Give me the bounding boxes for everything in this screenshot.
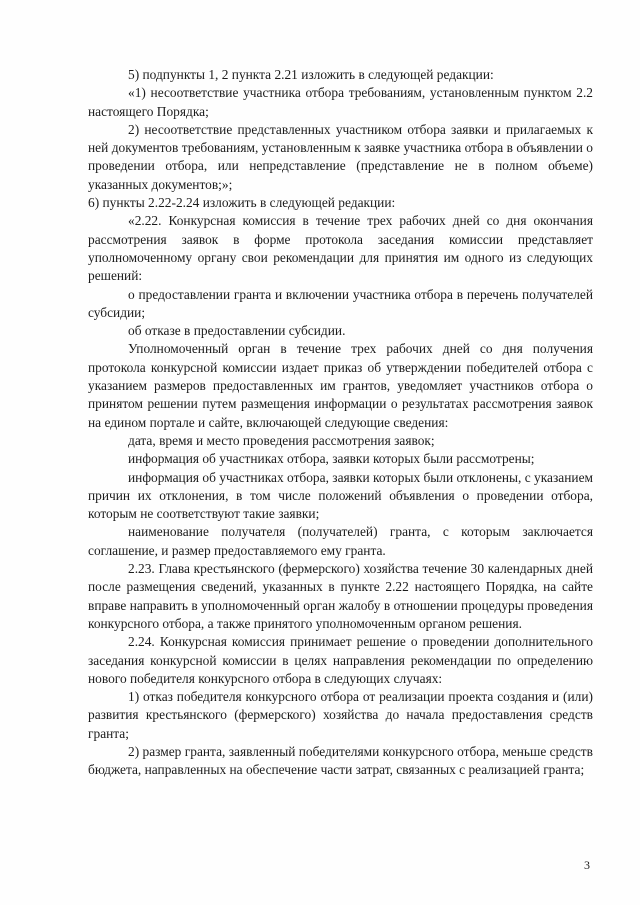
paragraph: 6) пункты 2.22-2.24 изложить в следующей редакции: — [88, 195, 396, 211]
paragraph: о предоставлении гранта и включении участника отбора в перечень получателей субсидии; — [88, 286, 593, 320]
document-body — [88, 66, 593, 780]
paragraph: 2) несоответствие представленных участником отбора заявки и прилагаемых к ней документов требованиям, установленным к заявке участника отбора в объявлении о проведении отбора, или непредставление (представление не в полном объеме) указанных документов;»; — [88, 121, 593, 192]
paragraph: информация об участниках отбора, заявки которых были отклонены, с указанием причин их отклонения, в том числе положений объявления о проведении отбора, которым не соответствуют такие заявки; — [88, 469, 593, 522]
paragraph: 2.23. Глава крестьянского (фермерского) хозяйства течение 30 календарных дней после размещения сведений, указанных в пункте 2.22 настоящего Порядка, на сайте вправе направить в уполномоченный орган жалобу в отношении процедуры проведения конкурсного отбора, а также принятого уполномоченным органом решения. — [88, 561, 593, 631]
paragraph: 2) размер гранта, заявленный победителями конкурсного отбора, меньше средств бюджета, направленных на обеспечение части затрат, связанных с реализацией гранта; — [88, 743, 593, 778]
paragraph: «2.22. Конкурсная комиссия в течение трех рабочих дней со дня окончания рассмотрения заявок в форме протокола заседания комиссии представляет уполномоченному органу свои рекомендации для принятия им одного из следующих решений: — [88, 213, 593, 284]
paragraph: наименование получателя (получателей) гранта, с которым заключается соглашение, и размер предоставляемого ему гранта. — [88, 524, 593, 558]
paragraph: 5) подпункты 1, 2 пункта 2.21 изложить в следующей редакции: — [128, 67, 494, 82]
paragraph: 1) отказ победителя конкурсного отбора от реализации проекта создания и (или) развития крестьянского (фермерского) хозяйства до начала предоставления средств гранта; — [88, 689, 593, 741]
paragraph: информация об участниках отбора, заявки которых были рассмотрены; — [128, 451, 535, 467]
page-number: 3 — [584, 858, 590, 872]
paragraph: Уполномоченный орган в течение трех рабочих дней со дня получения протокола конкурсной комиссии издает приказ об утверждении победителей отбора с указанием размеров предоставленных им грантов, уведомляет участников отбора о принятом решении путем размещения информации о результатах рассмотрения заявок на едином портале и сайте, включающей следующие сведения: — [88, 341, 593, 430]
paragraph: дата, время и место проведения рассмотрения заявок; — [128, 432, 435, 448]
paragraph: об отказе в предоставлении субсидии. — [128, 323, 346, 339]
paragraph: «1) несоответствие участника отбора требованиям, установленным пунктом 2.2 настоящего Порядка; — [88, 85, 593, 119]
paragraph: 2.24. Конкурсная комиссия принимает решение о проведении дополнительного заседания конкурсной комиссии в целях направления рекомендации по определению нового победителя конкурсного отбора в следующих случаях: — [88, 634, 593, 686]
